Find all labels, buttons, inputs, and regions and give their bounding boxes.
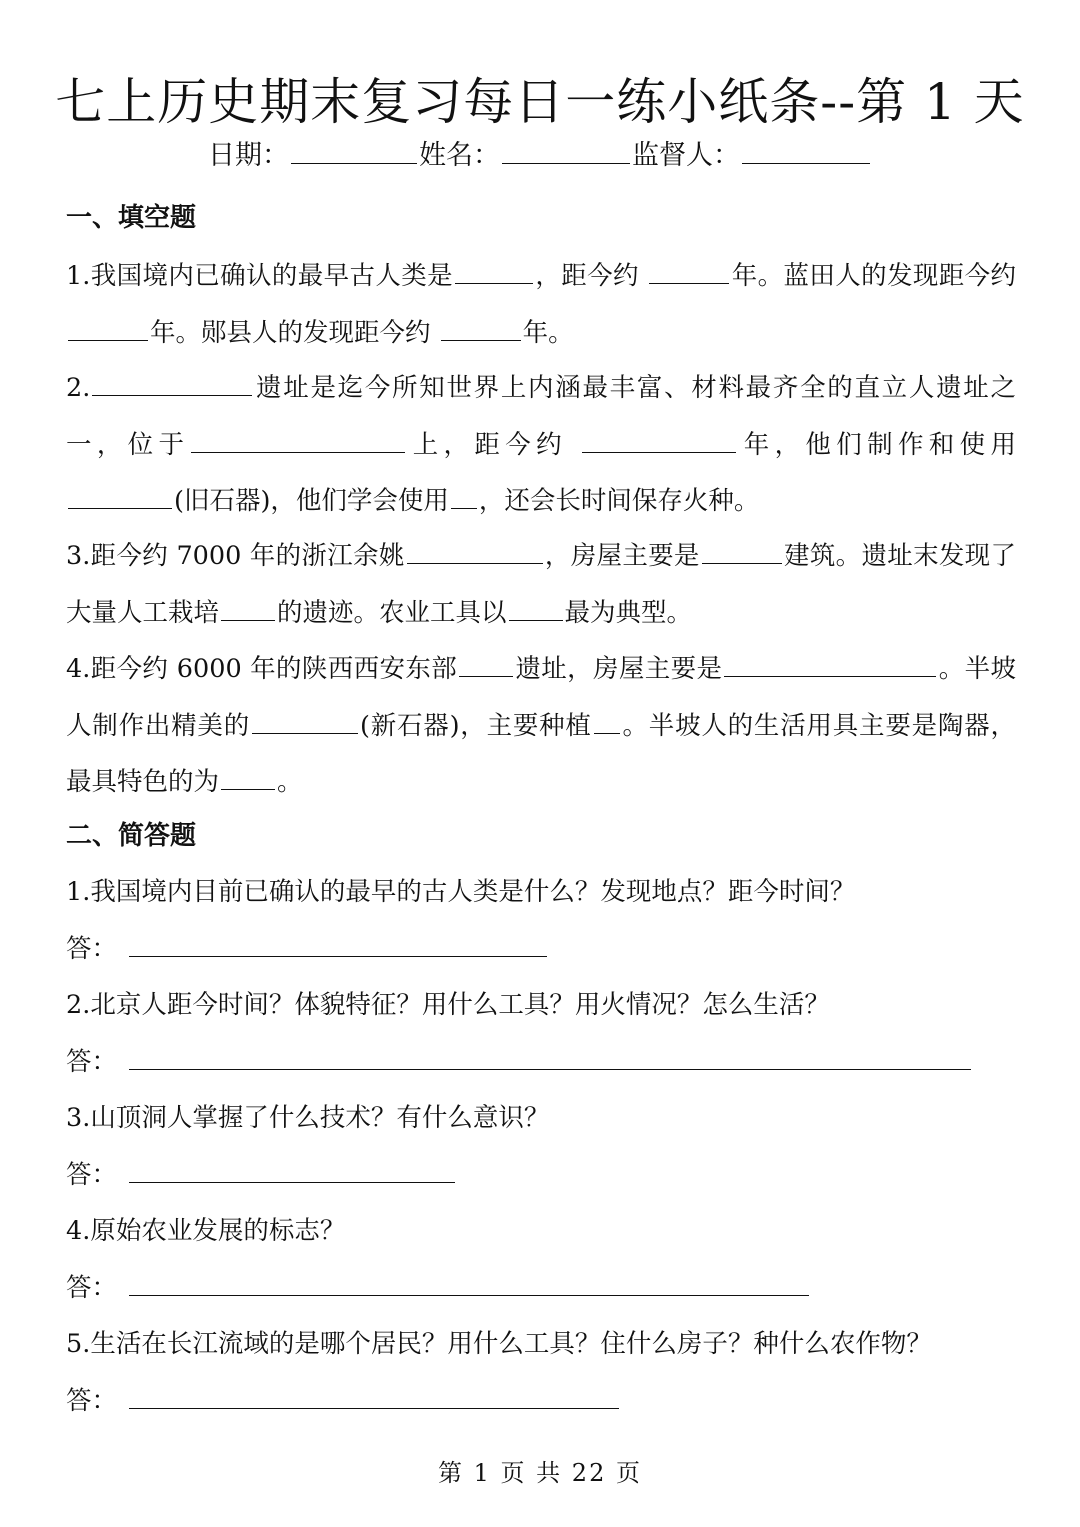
answer-line-4 bbox=[66, 1266, 809, 1310]
answer-label: 答： bbox=[66, 1047, 118, 1077]
page-title: 七上历史期末复习每日一练小纸条--第 1 天 bbox=[55, 73, 1025, 131]
fill-question-4 bbox=[66, 641, 1016, 811]
answer-blank[interactable] bbox=[455, 258, 533, 285]
question-text: 年。蓝田人的发现距今约 bbox=[731, 261, 1016, 291]
answer-blank[interactable] bbox=[407, 538, 543, 565]
answer-blank[interactable] bbox=[509, 594, 563, 621]
question-text: (旧石器)，他们学会使用 bbox=[174, 486, 449, 517]
section-heading-short-answer: 二、简答题 bbox=[66, 821, 197, 851]
answer-blank[interactable] bbox=[459, 651, 513, 678]
date-label: 日期： bbox=[208, 140, 289, 171]
answer-blank[interactable] bbox=[441, 314, 521, 341]
answer-field[interactable] bbox=[129, 1383, 619, 1410]
question-text: 。 bbox=[277, 767, 303, 798]
question-text: 遗址，房屋主要是 bbox=[515, 654, 723, 684]
section-heading-fill-in: 一、填空题 bbox=[66, 203, 197, 233]
date-blank[interactable] bbox=[291, 136, 417, 164]
question-text: 4.距今约 6000 年的陕西西安东部 bbox=[66, 654, 458, 684]
answer-line-3 bbox=[66, 1153, 455, 1197]
answer-field[interactable] bbox=[129, 1044, 971, 1071]
fill-question-3 bbox=[66, 528, 1016, 641]
question-text: ，距今约 bbox=[534, 261, 648, 291]
question-text: 年。郧县人的发现距今约 bbox=[150, 317, 439, 348]
answer-line-5 bbox=[66, 1379, 619, 1423]
question-text: 1.我国境内已确认的最早古人类是 bbox=[66, 261, 453, 291]
supervisor-label: 监督人： bbox=[632, 140, 740, 171]
answer-field[interactable] bbox=[129, 1157, 455, 1184]
question-text: 3.距今约 7000 年的浙江余姚 bbox=[66, 541, 405, 571]
short-question-5: 5.生活在长江流域的是哪个居民？用什么工具？住什么房子？种什么农作物？ bbox=[66, 1329, 932, 1359]
question-text: ，房屋主要是 bbox=[544, 541, 700, 571]
question-text: (新石器)，主要种植 bbox=[359, 710, 592, 741]
answer-blank[interactable] bbox=[221, 594, 275, 621]
header-fields bbox=[0, 134, 1080, 178]
answer-blank[interactable] bbox=[92, 370, 252, 397]
question-text: 2. bbox=[66, 373, 91, 403]
answer-blank[interactable] bbox=[252, 707, 358, 734]
short-question-4: 4.原始农业发展的标志？ bbox=[66, 1216, 346, 1246]
question-text: 上，距今约 bbox=[407, 429, 581, 460]
page-number: 第 1 页 共 22 页 bbox=[438, 1459, 642, 1487]
answer-blank[interactable] bbox=[724, 651, 936, 678]
question-text: 最为典型。 bbox=[564, 597, 693, 628]
question-text: 。半坡人的生活用具主要是陶器，最具特色的为 bbox=[66, 710, 1016, 798]
short-question-1: 1.我国境内目前已确认的最早的古人类是什么？发现地点？距今时间？ bbox=[66, 877, 856, 907]
question-text: 年。 bbox=[522, 317, 574, 348]
fill-question-1 bbox=[66, 248, 1016, 361]
answer-field[interactable] bbox=[129, 931, 547, 958]
question-text: 遗址是迄今所知世界上内涵最丰富、材料最齐全的直立人遗址之一，位于 bbox=[66, 373, 1016, 460]
name-blank[interactable] bbox=[502, 136, 630, 164]
question-text: 。半坡人制作出精美的 bbox=[66, 654, 1016, 741]
answer-field[interactable] bbox=[129, 1270, 809, 1297]
answer-label: 答： bbox=[66, 1386, 118, 1416]
answer-line-2 bbox=[66, 1040, 971, 1084]
answer-blank[interactable] bbox=[649, 258, 729, 285]
question-text: 的遗迹。农业工具以 bbox=[277, 597, 507, 628]
question-text: 建筑。遗址末发现了大量人工栽培 bbox=[66, 541, 1016, 628]
answer-blank[interactable] bbox=[582, 426, 736, 453]
question-text: ，还会长时间保存火种。 bbox=[478, 486, 760, 517]
short-question-3: 3.山顶洞人掌握了什么技术？有什么意识？ bbox=[66, 1103, 550, 1133]
answer-blank[interactable] bbox=[221, 764, 275, 791]
question-text: 年，他们制作和使用 bbox=[738, 429, 1016, 460]
answer-blank[interactable] bbox=[68, 483, 172, 510]
answer-blank[interactable] bbox=[451, 483, 477, 510]
supervisor-blank[interactable] bbox=[742, 136, 870, 164]
answer-label: 答： bbox=[66, 1273, 118, 1303]
answer-blank[interactable] bbox=[68, 314, 148, 341]
answer-line-1 bbox=[66, 927, 547, 971]
answer-blank[interactable] bbox=[191, 426, 405, 453]
answer-label: 答： bbox=[66, 1160, 118, 1190]
name-label: 姓名： bbox=[419, 140, 500, 171]
fill-question-2 bbox=[66, 360, 1016, 530]
short-question-2: 2.北京人距今时间？体貌特征？用什么工具？用火情况？怎么生活？ bbox=[66, 990, 830, 1020]
answer-blank[interactable] bbox=[594, 707, 620, 734]
answer-blank[interactable] bbox=[702, 538, 782, 565]
answer-label: 答： bbox=[66, 934, 118, 964]
